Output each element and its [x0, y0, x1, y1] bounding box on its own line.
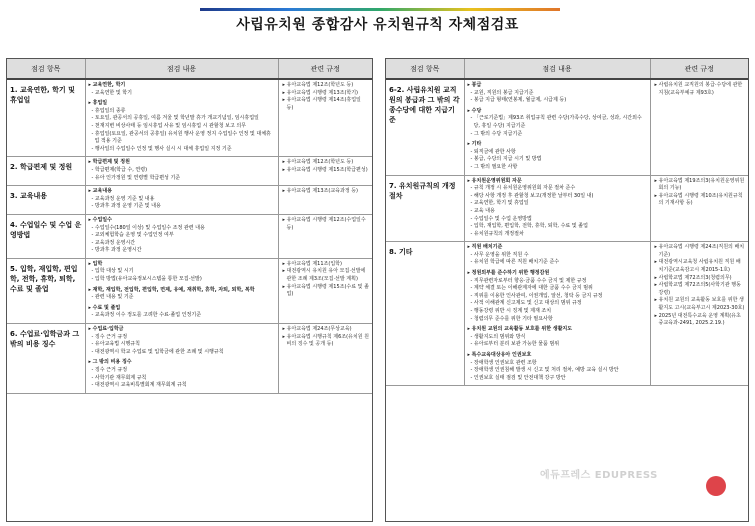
table-row [7, 258, 372, 323]
content-line: - 교원, 직원의 봉급 지급기준 [468, 90, 647, 98]
content-line: - 관련 내용 및 기준 [89, 294, 275, 302]
section-heading: ▸ 교육내용 [89, 188, 275, 196]
watermark: 에듀프레스 EDUPRESS [540, 470, 658, 481]
check-content [85, 186, 278, 215]
table-row [7, 324, 372, 394]
content-section [468, 141, 647, 171]
content-line: - 교육과정 이수 정도를 고려한 수료·졸업 인정기준 [89, 312, 275, 320]
content-line: - 유치원규칙의 개정절차 [468, 231, 647, 239]
content-line: - 교육 내용 [468, 208, 647, 216]
check-content [85, 324, 278, 394]
table-row [7, 79, 372, 157]
regulation-cell [650, 175, 748, 242]
content-section [89, 217, 275, 255]
regulation-cell [278, 79, 372, 157]
section-heading: ▸ 수업료·입학금 [89, 326, 275, 334]
check-content [85, 79, 278, 157]
content-section [89, 326, 275, 356]
header-item: 점검 항목 [386, 59, 464, 79]
content-line: - 입학, 재입학, 편입학, 전학, 휴학, 퇴학, 수료 및 졸업 [468, 223, 647, 231]
right-header-row [386, 59, 748, 79]
content-section [468, 108, 647, 138]
regulation-line: ▸ 유치원 교원의 교육활동 보호를 위한 생활지도 고시(교육부고시 제2023-30호) [654, 297, 746, 312]
section-heading: ▸ 재학, 재입학, 전입학, 편입학, 면제, 유예, 재취학, 휴학, 자퇴, 퇴학, 복학 [89, 287, 275, 295]
section-heading: ▸ 직원 배치기준 [468, 244, 647, 252]
content-line: - 퇴직금에 관한 사항 [468, 149, 647, 157]
content-section [468, 270, 647, 323]
regulation-line: ▸ 유아교육법 시행령 제14조(휴업일 등) [282, 97, 370, 112]
right-panel [385, 58, 749, 522]
content-line: - 직위를 이용한 인사관여, 이권개입, 알선, 청탁 등 금지 규정 [468, 293, 647, 301]
header-regulation: 관련 규정 [650, 59, 748, 79]
regulation-line: ▸ 유아교육법 제19조의3(유치원운영위원회의 기능) [654, 178, 746, 193]
section-heading: ▸ 봉급 [468, 82, 647, 90]
regulation-cell [278, 324, 372, 394]
content-line: - 유아로부터 분리 보관 가능한 물품 범위 [468, 341, 647, 349]
header-item: 점검 항목 [7, 59, 85, 79]
section-heading: ▸ 교육연한, 학기 [89, 82, 275, 90]
content-line: - 인권보호 실태 점검 및 안전대책 강구 방안 [468, 375, 647, 383]
content-line: - 휴업일(토요일, 관공서의 공휴일) 유치원 행사 운영 정지 수업일수 인정 및 대체휴업 적용 기준 [89, 131, 275, 146]
content-line: - 계약 체결 또는 이해관계자에 대한 금품 수수 금지 범위 [468, 285, 647, 293]
check-item: 4. 수업일수 및 수업 운영방법 [7, 214, 85, 258]
content-line: - 교외체험학습 운영 및 수업인정 여부 [89, 232, 275, 240]
regulation-line: ▸ 유아교육법 시행령 제10조(유치원규칙의 기재사항 등) [654, 193, 746, 208]
content-line: - 사무 운영을 위한 직원 수 [468, 252, 647, 260]
regulation-line: ▸ 사립학교법 제72조의5(사학기관 행동강령) [654, 282, 746, 297]
table-row [7, 157, 372, 186]
content-line: - 「근로기준법」제93조 취업규칙 관련 수당(가족수당, 상여금, 성과, 시간외수당, 휴일 수당) 지급기준 [468, 115, 647, 130]
regulation-cell [278, 214, 372, 258]
content-line: - 휴업일의 종류 [89, 108, 275, 116]
content-line: - 교육과정 운영시간 [89, 240, 275, 248]
content-line: - 대전광역시 교육비특별회계 재무회계 규칙 [89, 382, 275, 390]
regulation-line: ▸ 유아교육법 시행령 제13조(학기) [282, 90, 370, 98]
section-heading: ▸ 학급편제 및 정원 [89, 159, 275, 167]
content-line: - 유아 인가정원 및 연령별 학급편성 기준 [89, 175, 275, 183]
check-content [464, 79, 650, 175]
content-line: - 교육과정 운영 기준 및 내용 [89, 196, 275, 204]
section-heading: ▸ 유치원 교원의 교육활동 보호를 위한 생활지도 [468, 326, 647, 334]
regulation-line: ▸ 유아교육법 시행령 제15조(학급편성) [282, 167, 370, 175]
check-item: 6-2. 사립유치원 교직원의 봉급과 그 밖의 각종수당에 대한 지급기준 [386, 79, 464, 175]
check-item: 5. 입학, 재입학, 편입학, 전학, 휴학, 퇴학, 수료 및 졸업 [7, 258, 85, 323]
content-line: - 학급편제(학급 수, 연령) [89, 167, 275, 175]
content-line: - 생활지도의 범위와 방식 [468, 334, 647, 342]
content-section [89, 305, 275, 320]
regulation-line: ▸ 사립학교법 제72조의3(청렴의무) [654, 275, 746, 283]
title-accent-bar [200, 8, 560, 11]
section-heading: ▸ 그 밖의 비용 징수 [89, 359, 275, 367]
regulation-cell [278, 186, 372, 215]
table-row [7, 186, 372, 215]
content-line: - 입학 방법(유아교육정보시스템을 통한 모집·선발) [89, 276, 275, 284]
section-heading: ▸ 특수교육대상유아 인권보호 [468, 352, 647, 360]
content-line: - 사적 이해관계 신고제도 및 신고 대상의 범위 규정 [468, 300, 647, 308]
check-item: 7. 유치원규칙의 개정절차 [386, 175, 464, 242]
regulation-cell [278, 258, 372, 323]
content-line: - 해당 사항 개정 후 관할청 보고(개정한 날부터 30일 내) [468, 193, 647, 201]
section-heading: ▸ 정원외부를 준수하기 위한 행정감원 [468, 270, 647, 278]
content-line: - 장애학생 인권보호 관련 조항 [468, 360, 647, 368]
regulation-line: ▸ 대전광역시교육청 사립유치원 직원 배치기준(교육감고시 제2015-1호) [654, 259, 746, 274]
content-line: - 장애학생 인권침해 발생 시 신고 및 처리 절차, 예방 교육 실시 방안 [468, 367, 647, 375]
regulation-line: ▸ 대전광역시 유치원 유아 모집·선발에 관한 조례 제3조(모집·선발 계획) [282, 268, 370, 283]
left-panel [6, 58, 373, 522]
content-line: - 봉급, 수당의 지급 시기 및 방법 [468, 156, 647, 164]
regulation-line: ▸ 유아교육법 제24조(무상교육) [282, 326, 370, 334]
content-section [89, 359, 275, 389]
content-line: - 유아교육법 시행규칙 [89, 341, 275, 349]
regulation-line: ▸ 유아교육법 제13조(교육과정 등) [282, 188, 370, 196]
regulation-cell [650, 242, 748, 386]
content-line: - 그 밖의 필요한 사항 [468, 164, 647, 172]
content-section [468, 244, 647, 267]
content-section [89, 261, 275, 284]
section-heading: ▸ 휴업일 [89, 100, 275, 108]
left-checklist-table [7, 59, 372, 394]
regulation-line: ▸ 유아교육법 시행령 제12조(수업일수 등) [282, 217, 370, 232]
content-line: - 사학기관 재무회계 규칙 [89, 375, 275, 383]
content-line: - 행동강령 위반 시 징계 및 제재 조치 [468, 308, 647, 316]
content-line: - 입학 대상 및 시기 [89, 268, 275, 276]
check-item: 6. 수업료·입학금과 그 밖의 비용 징수 [7, 324, 85, 394]
right-checklist-table [386, 59, 748, 386]
content-section [89, 82, 275, 97]
title-area [0, 0, 755, 40]
check-content [85, 214, 278, 258]
section-heading: ▸ 수당 [468, 108, 647, 116]
check-item: 1. 교육연한, 학기 및 휴업일 [7, 79, 85, 157]
check-content [85, 258, 278, 323]
table-row [386, 79, 748, 175]
regulation-line: ▸ 사립유치원 교직원의 봉급·수당에 관한 지침(교육부예규 제93호) [654, 82, 746, 97]
section-heading: ▸ 입학 [89, 261, 275, 269]
content-line: - 징수 근거 규정 [89, 334, 275, 342]
content-section [89, 287, 275, 302]
regulation-line: ▸ 유아교육법 시행령 제24조(직원의 배치기준) [654, 244, 746, 259]
content-section [89, 100, 275, 153]
table-row [386, 242, 748, 386]
content-line: - 징수 근거 규정 [89, 367, 275, 375]
content-line: - 방과후 과정 운영 기준 및 내용 [89, 203, 275, 211]
content-line: - 수업일수(180일 이상) 및 수업일수 조정 관련 내용 [89, 225, 275, 233]
content-section [468, 326, 647, 349]
content-section [89, 188, 275, 211]
section-heading: ▸ 수료 및 졸업 [89, 305, 275, 313]
content-section [468, 352, 647, 382]
content-line: - 유치원 학급에 따른 직원 배치기준 준수 [468, 259, 647, 267]
regulation-line: ▸ 유아교육법 시행령 제15조(수료 및 졸업) [282, 284, 370, 299]
content-section [468, 178, 647, 239]
check-item: 3. 교육내용 [7, 186, 85, 215]
header-regulation: 관련 규정 [278, 59, 372, 79]
regulation-line: ▸ 유아교육법 제11조(입학) [282, 261, 370, 269]
regulation-cell [278, 157, 372, 186]
content-line: - 수업일수 및 수업 운영방법 [468, 216, 647, 224]
check-content [85, 157, 278, 186]
content-line: - 천재지변 비상사태 등 임시휴업 사유 및 임시휴업 시 관할청 보고 의무 [89, 123, 275, 131]
content-line: - 직무관련자로부터 향응·금품 수수 금지 및 제한 규정 [468, 278, 647, 286]
check-content [464, 242, 650, 386]
header-content: 점검 내용 [85, 59, 278, 79]
table-row [7, 214, 372, 258]
content-line: - 청렴의무 준수를 위한 기타 필요사항 [468, 316, 647, 324]
content-line: - 방과후 과정 운영시간 [89, 247, 275, 255]
page-title: 사립유치원 종합감사 유치원규칙 자체점검표 [236, 17, 519, 33]
section-heading: ▸ 수업일수 [89, 217, 275, 225]
check-item: 8. 기타 [386, 242, 464, 386]
content-section [89, 159, 275, 182]
content-line: - 교육연한, 학기 및 휴업일 [468, 200, 647, 208]
header-content: 점검 내용 [464, 59, 650, 79]
content-line: - 봉급 지급 형태(연봉제, 월급제, 시급제 등) [468, 97, 647, 105]
section-heading: ▸ 기타 [468, 141, 647, 149]
regulation-line: ▸ 유아교육법 시행규칙 제6조(유치원 원비의 징수 및 공개 등) [282, 334, 370, 349]
check-item: 2. 학급편제 및 정원 [7, 157, 85, 186]
content-line: - 교육연한 및 학기 [89, 90, 275, 98]
watermark-logo-icon [706, 476, 726, 496]
check-content [464, 175, 650, 242]
regulation-line: ▸ 유아교육법 제12조(학년도 등) [282, 82, 370, 90]
content-section [468, 82, 647, 105]
content-line: - 규칙 개정 시 유치원운영위원회 자문 절차 준수 [468, 185, 647, 193]
content-line: - 그 밖의 수당 지급기준 [468, 131, 647, 139]
content-line: - 토요일, 관공서의 공휴일, 여름 겨울 및 학년말 휴가 개교기념일, 임시휴업일 [89, 115, 275, 123]
content-line: - 행사일의 수업일수 인정 및 행사 실시 시 대체 휴업일 지정 기준 [89, 146, 275, 154]
content-line: - 대전광역시 학교 수업료 및 입학금에 관한 조례 및 시행규칙 [89, 349, 275, 357]
regulation-cell [650, 79, 748, 175]
table-row [386, 175, 748, 242]
section-heading: ▸ 유치원운영위원회 자문 [468, 178, 647, 186]
left-header-row [7, 59, 372, 79]
regulation-line: ▸ 유아교육법 제12조(학년도 등) [282, 159, 370, 167]
regulation-line: ▸ 2025년 대전특수교육 운영 계획(유초중교육과-2491, 2025.2.19.) [654, 313, 746, 328]
